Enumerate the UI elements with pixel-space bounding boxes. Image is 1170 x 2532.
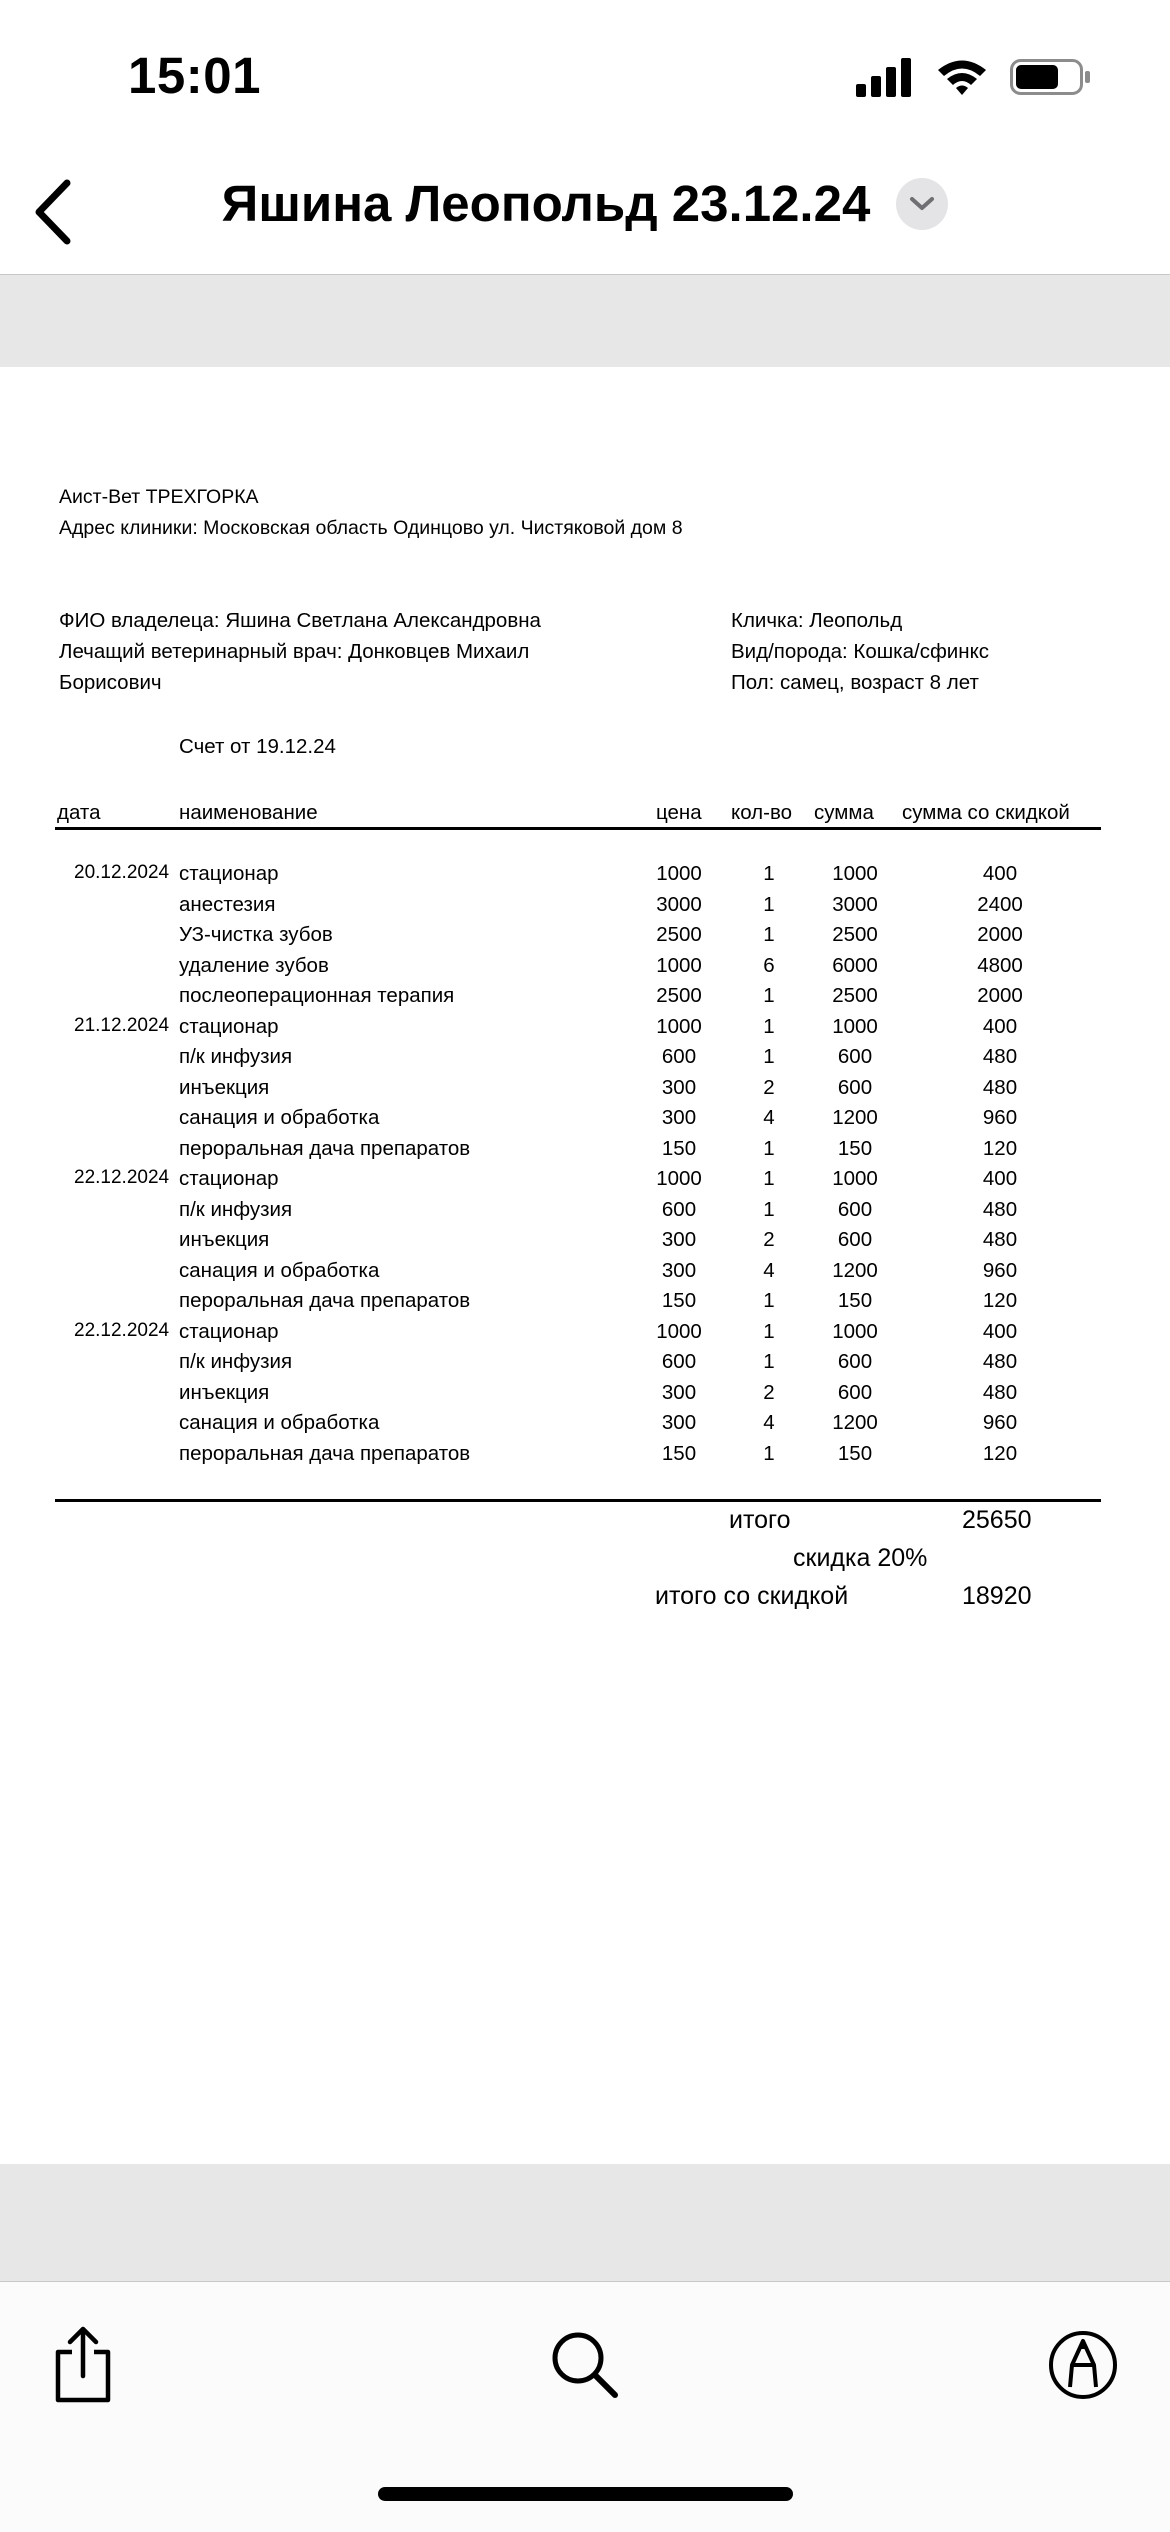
row-discounted: 480: [982, 1350, 1018, 1373]
row-price: 300: [661, 1411, 697, 1434]
chevron-down-icon: [909, 196, 935, 212]
table-row: [0, 1045, 1170, 1076]
table-row: [0, 1381, 1170, 1412]
row-sum: 3000: [832, 892, 878, 916]
clinic-name: Аист-Вет ТРЕХГОРКА: [59, 486, 259, 508]
share-button[interactable]: [38, 2320, 128, 2410]
row-sum: 600: [837, 1045, 873, 1068]
row-price: 150: [661, 1441, 697, 1465]
search-button[interactable]: [540, 2320, 630, 2410]
row-qty: 1: [763, 1350, 775, 1373]
table-row: [0, 1106, 1170, 1137]
row-date: 22.12.2024: [74, 1319, 170, 1341]
nav-title-wrap: [0, 174, 1170, 233]
row-name: стационар: [179, 862, 279, 885]
row-sum: 1000: [832, 862, 878, 885]
cellular-signal-icon: [856, 57, 914, 97]
row-name: пероральная дача препаратов: [179, 1289, 471, 1312]
row-name: УЗ-чистка зубов: [179, 923, 333, 946]
row-date: 22.12.2024: [74, 1167, 170, 1188]
row-name: п/к инфузия: [179, 1197, 293, 1221]
row-qty: 1: [763, 1197, 775, 1221]
row-qty: 1: [763, 1319, 775, 1343]
status-icons: [856, 52, 1092, 102]
row-price: 1000: [656, 1014, 702, 1038]
row-sum: 600: [837, 1350, 873, 1373]
row-price: 150: [661, 1289, 697, 1312]
row-sum: 2500: [832, 984, 878, 1007]
row-qty: 4: [763, 1106, 775, 1129]
row-date: 21.12.2024: [74, 1014, 170, 1036]
row-sum: 2500: [832, 923, 878, 946]
row-name: санация и обработка: [179, 1106, 380, 1129]
page-title: Яшина Леопольд 23.12.24: [221, 175, 871, 232]
document-top-margin: [0, 275, 1170, 367]
row-sum: 150: [837, 1441, 873, 1465]
row-qty: 6: [763, 953, 775, 977]
row-name: удаление зубов: [179, 953, 329, 977]
row-sum: 600: [837, 1228, 873, 1251]
table-row: [0, 862, 1170, 893]
row-price: 300: [661, 1075, 697, 1099]
row-name: п/к инфузия: [179, 1045, 293, 1068]
row-discounted: 120: [982, 1136, 1018, 1160]
row-name: анестезия: [179, 892, 276, 916]
document-page[interactable]: [0, 367, 1170, 2164]
pet-name: Кличка: Леопольд: [731, 609, 903, 632]
row-name: пероральная дача препаратов: [179, 1136, 471, 1160]
row-discounted: 960: [982, 1258, 1018, 1282]
row-name: санация и обработка: [179, 1411, 380, 1434]
doctor-line-1: Лечащий ветеринарный врач: Донковцев Михаил: [59, 640, 530, 663]
row-price: 1000: [656, 953, 702, 977]
row-discounted: 960: [982, 1411, 1018, 1434]
row-discounted: 2000: [977, 984, 1023, 1007]
search-icon: [550, 2330, 620, 2400]
row-name: пероральная дача препаратов: [179, 1441, 471, 1465]
title-menu-button[interactable]: [896, 178, 948, 230]
row-qty: 1: [763, 1136, 775, 1160]
document-bottom-margin: [0, 2164, 1170, 2282]
row-discounted: 480: [982, 1380, 1018, 1404]
discounted-total-value: 18920: [962, 1582, 1032, 1610]
row-price: 300: [661, 1258, 697, 1282]
title-menu[interactable]: [222, 174, 949, 233]
row-discounted: 960: [982, 1106, 1018, 1129]
table-row: [0, 1350, 1170, 1381]
pet-sex-age: Пол: самец, возраст 8 лет: [731, 671, 979, 694]
row-discounted: 120: [982, 1289, 1018, 1312]
total-label: итого: [729, 1506, 791, 1534]
row-price: 1000: [656, 862, 702, 885]
table-row: [0, 984, 1170, 1015]
row-name: инъекция: [179, 1380, 270, 1404]
row-discounted: 2000: [977, 923, 1023, 946]
row-qty: 4: [763, 1258, 775, 1282]
row-sum: 1200: [832, 1258, 878, 1282]
row-date: 20.12.2024: [74, 862, 170, 883]
table-row: [0, 1076, 1170, 1107]
doctor-line-2: Борисович: [59, 671, 162, 694]
row-qty: 1: [763, 1045, 775, 1068]
row-qty: 1: [763, 984, 775, 1007]
row-qty: 2: [763, 1228, 775, 1251]
table-row: [0, 1015, 1170, 1046]
row-qty: 1: [763, 1167, 775, 1190]
row-name: послеоперационная терапия: [179, 984, 455, 1007]
invoice-title: Счет от 19.12.24: [179, 735, 336, 758]
row-price: 150: [661, 1136, 697, 1160]
row-sum: 1200: [832, 1411, 878, 1434]
table-row: [0, 923, 1170, 954]
row-price: 2500: [656, 923, 702, 946]
nav-bar: [0, 150, 1170, 275]
table-row: [0, 1259, 1170, 1290]
row-sum: 1000: [832, 1319, 878, 1343]
table-row: [0, 954, 1170, 985]
table-row: [0, 1320, 1170, 1351]
header-sum: сумма: [814, 801, 874, 824]
header-price: цена: [656, 801, 702, 824]
share-icon: [52, 2326, 114, 2404]
row-price: 1000: [656, 1319, 702, 1343]
wifi-icon: [936, 57, 988, 97]
row-qty: 1: [763, 892, 775, 916]
row-sum: 1000: [832, 1167, 878, 1190]
row-discounted: 400: [982, 862, 1018, 885]
row-sum: 600: [837, 1197, 873, 1221]
row-name: стационар: [179, 1014, 279, 1038]
status-bar: [0, 0, 1170, 150]
table-row: [0, 1198, 1170, 1229]
row-price: 600: [661, 1350, 697, 1373]
row-name: стационар: [179, 1167, 279, 1190]
row-price: 1000: [656, 1167, 702, 1190]
row-discounted: 4800: [977, 953, 1023, 977]
row-sum: 150: [837, 1136, 873, 1160]
row-sum: 1000: [832, 1014, 878, 1038]
row-name: санация и обработка: [179, 1258, 380, 1282]
clinic-address: Адрес клиники: Московская область Одинцово ул. Чистяковой дом 8: [59, 517, 683, 539]
row-qty: 1: [763, 1014, 775, 1038]
header-rule: [55, 827, 1101, 830]
row-sum: 600: [837, 1075, 873, 1099]
row-name: п/к инфузия: [179, 1350, 293, 1373]
row-discounted: 480: [982, 1075, 1018, 1099]
table-row: [0, 1228, 1170, 1259]
header-date: дата: [57, 801, 101, 824]
markup-button[interactable]: [1038, 2320, 1128, 2410]
table-row: [0, 893, 1170, 924]
row-name: инъекция: [179, 1075, 270, 1099]
markup-icon: [1047, 2329, 1119, 2401]
row-price: 600: [661, 1045, 697, 1068]
table-row: [0, 1167, 1170, 1198]
row-qty: 1: [763, 1441, 775, 1465]
battery-icon: [1010, 57, 1092, 97]
row-discounted: 400: [982, 1014, 1018, 1038]
row-name: стационар: [179, 1319, 279, 1343]
row-qty: 2: [763, 1380, 775, 1404]
home-indicator: [378, 2487, 793, 2501]
row-sum: 1200: [832, 1106, 878, 1129]
header-name: наименование: [179, 801, 318, 824]
row-discounted: 2400: [977, 892, 1023, 916]
row-qty: 1: [763, 1289, 775, 1312]
table-row: [0, 1289, 1170, 1320]
discount-label: скидка 20%: [793, 1544, 928, 1572]
table-row: [0, 1442, 1170, 1473]
row-price: 300: [661, 1228, 697, 1251]
table-row: [0, 1137, 1170, 1168]
row-qty: 2: [763, 1075, 775, 1099]
row-discounted: 480: [982, 1045, 1018, 1068]
owner-name: ФИО владелеца: Яшина Светлана Александровна: [59, 609, 541, 632]
row-price: 300: [661, 1380, 697, 1404]
row-sum: 600: [837, 1380, 873, 1404]
row-qty: 1: [763, 862, 775, 885]
row-price: 300: [661, 1106, 697, 1129]
header-qty: кол-во: [731, 801, 792, 824]
row-discounted: 480: [982, 1228, 1018, 1251]
status-time: 15:01: [128, 47, 261, 104]
row-discounted: 120: [982, 1441, 1018, 1465]
row-sum: 6000: [832, 953, 878, 977]
row-discounted: 400: [982, 1167, 1018, 1190]
total-value: 25650: [962, 1506, 1032, 1534]
pet-species: Вид/порода: Кошка/сфинкс: [731, 640, 990, 663]
table-row: [0, 1411, 1170, 1442]
totals-rule: [55, 1499, 1101, 1502]
row-discounted: 480: [982, 1197, 1018, 1221]
row-sum: 150: [837, 1289, 873, 1312]
row-qty: 1: [763, 923, 775, 946]
row-price: 2500: [656, 984, 702, 1007]
row-discounted: 400: [982, 1319, 1018, 1343]
row-qty: 4: [763, 1411, 775, 1434]
header-discounted: сумма со скидкой: [902, 801, 1070, 824]
row-name: инъекция: [179, 1228, 270, 1251]
row-price: 600: [661, 1197, 697, 1221]
discounted-total-label: итого со скидкой: [655, 1582, 849, 1610]
row-price: 3000: [656, 892, 702, 916]
